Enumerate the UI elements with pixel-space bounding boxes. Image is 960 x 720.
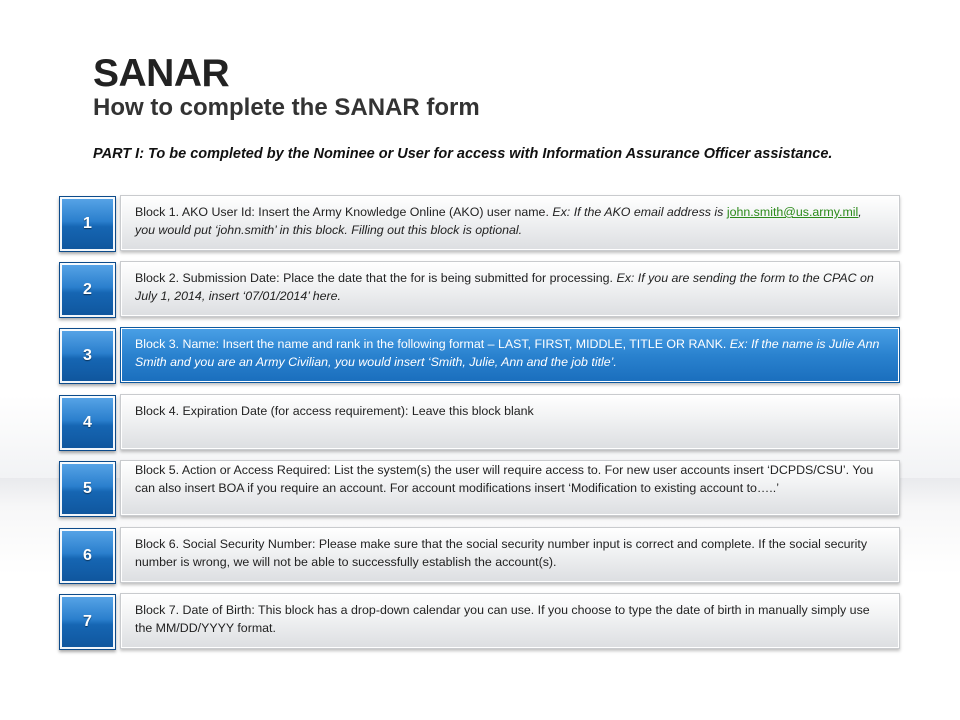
block-3-example: Ex: If the name is Julie Ann Smith and you are an Army Civilian, you would insert ‘Smith, Julie, Ann and the job title’. bbox=[135, 337, 880, 369]
block-3-text: Block 3. Name: Insert the name and rank in the following format – LAST, FIRST, MIDDLE, TITLE OR RANK. bbox=[135, 337, 730, 351]
block-2-text: Block 2. Submission Date: Place the date that the for is being submitted for processing. bbox=[135, 271, 617, 285]
block-text-4 bbox=[120, 394, 900, 450]
block-number-2: 2 bbox=[59, 262, 116, 318]
block-number-3: 3 bbox=[59, 328, 116, 384]
ako-email-link[interactable]: john.smith@us.army.mil bbox=[726, 205, 859, 219]
block-1-example-pre: Ex: If the AKO email address is bbox=[552, 205, 727, 219]
block-number-7: 7 bbox=[59, 594, 116, 650]
block-number-4: 4 bbox=[59, 395, 116, 451]
block-1-text: Block 1. AKO User Id: Insert the Army Knowledge Online (AKO) user name. bbox=[135, 205, 553, 219]
block-text-2 bbox=[120, 261, 900, 317]
block-row-3 bbox=[0, 327, 960, 383]
block-5-text: Block 5. Action or Access Required: List the system(s) the user will require access to. For new user accounts insert ‘DCPDS/CSU’. You can also insert BOA if you require an account. For account modifications insert ‘Modification to existing account to…..’ bbox=[135, 463, 874, 495]
block-text-7 bbox=[120, 593, 900, 649]
block-row-1 bbox=[0, 195, 960, 251]
part-heading: PART I: To be completed by the Nominee or User for access with Information Assurance Officer assistance. bbox=[93, 146, 833, 162]
block-number-5: 5 bbox=[59, 461, 116, 517]
page-title: SANAR bbox=[93, 52, 230, 95]
block-text-1 bbox=[120, 195, 900, 251]
block-row-7 bbox=[0, 593, 960, 649]
block-text-6 bbox=[120, 527, 900, 583]
block-row-5 bbox=[0, 460, 960, 516]
block-text-5 bbox=[120, 460, 900, 516]
block-6-text: Block 6. Social Security Number: Please make sure that the social security number input is correct and complete. If the social security number is wrong, we will not be able to successfully establish the account(s). bbox=[135, 537, 868, 569]
block-row-4 bbox=[0, 394, 960, 450]
block-row-6 bbox=[0, 527, 960, 583]
block-text-3 bbox=[120, 327, 900, 383]
block-number-1: 1 bbox=[59, 196, 116, 252]
block-row-2 bbox=[0, 261, 960, 317]
page-subtitle: How to complete the SANAR form bbox=[93, 94, 480, 121]
block-4-text: Block 4. Expiration Date (for access requirement): Leave this block blank bbox=[135, 404, 534, 418]
block-1-example: , you would put ‘john.smith’ in this block. Filling out this block is optional. bbox=[135, 205, 862, 237]
block-2-example: Ex: If you are sending the form to the CPAC on July 1, 2014, insert ‘07/01/2014’ here. bbox=[135, 271, 874, 303]
block-7-text: Block 7. Date of Birth: This block has a drop-down calendar you can use. If you choose to type the date of birth in manually simply use the MM/DD/YYYY format. bbox=[135, 603, 870, 635]
block-number-6: 6 bbox=[59, 528, 116, 584]
